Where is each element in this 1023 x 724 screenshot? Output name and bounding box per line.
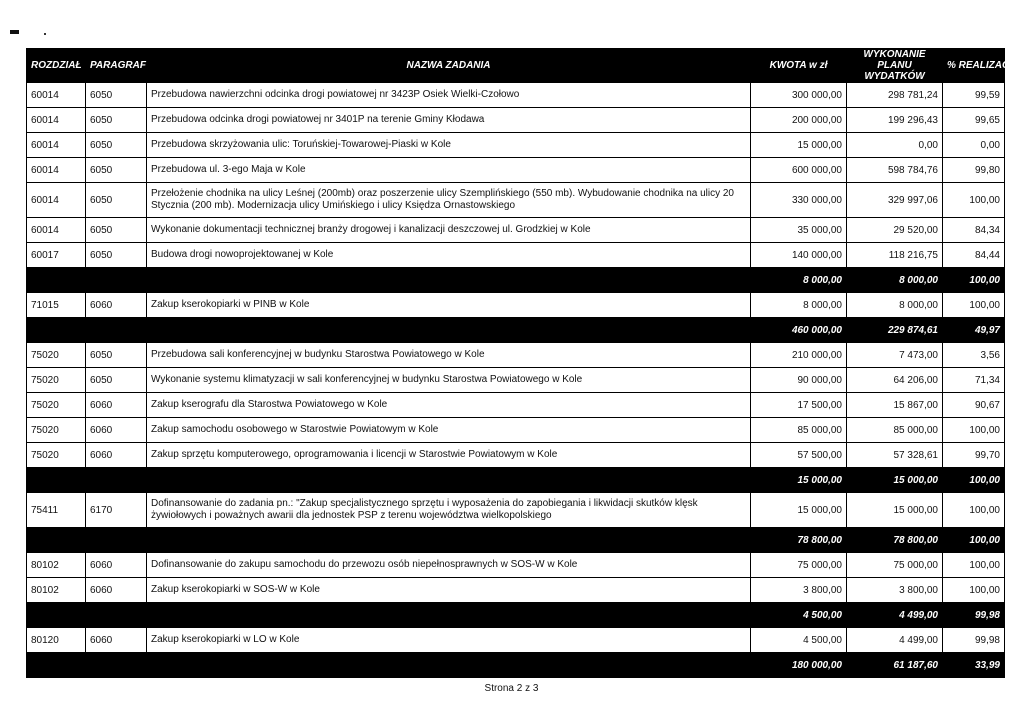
subtotal-kwota: 180 000,00 xyxy=(751,653,847,678)
subtotal-wykonanie: 78 800,00 xyxy=(847,528,943,553)
subtotal-wykonanie: 229 874,61 xyxy=(847,318,943,343)
cell-paragraf: 6060 xyxy=(86,293,147,318)
table-row xyxy=(27,418,1005,443)
cell-wykonanie: 15 867,00 xyxy=(847,393,943,418)
cell-kwota: 90 000,00 xyxy=(751,368,847,393)
cell-realizacja: 100,00 xyxy=(943,553,1005,578)
cell-wykonanie: 0,00 xyxy=(847,133,943,158)
cell-rozdzial: 60014 xyxy=(27,108,86,133)
cell-rozdzial: 80102 xyxy=(27,553,86,578)
header-kwota: KWOTA w zł xyxy=(751,49,847,83)
cell-wykonanie: 85 000,00 xyxy=(847,418,943,443)
cell-realizacja: 100,00 xyxy=(943,493,1005,528)
cell-nazwa: Przebudowa odcinka drogi powiatowej nr 3401P na terenie Gminy Kłodawa xyxy=(147,108,751,133)
cell-wykonanie: 199 296,43 xyxy=(847,108,943,133)
cell-realizacja: 3,56 xyxy=(943,343,1005,368)
table-row xyxy=(27,108,1005,133)
subtotal-spacer xyxy=(27,603,751,628)
cell-paragraf: 6050 xyxy=(86,368,147,393)
cell-wykonanie: 7 473,00 xyxy=(847,343,943,368)
cell-rozdzial: 60014 xyxy=(27,218,86,243)
subtotal-realizacja: 100,00 xyxy=(943,268,1005,293)
cell-kwota: 4 500,00 xyxy=(751,628,847,653)
cell-nazwa: Przebudowa nawierzchni odcinka drogi powiatowej nr 3423P Osiek Wielki-Czołowo xyxy=(147,83,751,108)
cell-realizacja: 99,59 xyxy=(943,83,1005,108)
subtotal-spacer xyxy=(27,653,751,678)
subtotal-row xyxy=(27,603,1005,628)
cell-rozdzial: 75020 xyxy=(27,443,86,468)
header-realizacja: % REALIZACJI xyxy=(943,49,1005,83)
cell-kwota: 8 000,00 xyxy=(751,293,847,318)
subtotal-kwota: 4 500,00 xyxy=(751,603,847,628)
cell-wykonanie: 8 000,00 xyxy=(847,293,943,318)
cell-wykonanie: 118 216,75 xyxy=(847,243,943,268)
cell-realizacja: 99,80 xyxy=(943,158,1005,183)
cell-nazwa: Zakup kserografu dla Starostwa Powiatowego w Kole xyxy=(147,393,751,418)
cell-wykonanie: 4 499,00 xyxy=(847,628,943,653)
table-row xyxy=(27,183,1005,218)
cell-wykonanie: 75 000,00 xyxy=(847,553,943,578)
cell-rozdzial: 60014 xyxy=(27,183,86,218)
table-row xyxy=(27,133,1005,158)
subtotal-spacer xyxy=(27,468,751,493)
cell-nazwa: Przebudowa skrzyżowania ulic: Toruńskiej-Towarowej-Piaski w Kole xyxy=(147,133,751,158)
cell-paragraf: 6060 xyxy=(86,578,147,603)
cell-realizacja: 99,65 xyxy=(943,108,1005,133)
cell-nazwa: Przebudowa sali konferencyjnej w budynku Starostwa Powiatowego w Kole xyxy=(147,343,751,368)
cell-kwota: 3 800,00 xyxy=(751,578,847,603)
table-row xyxy=(27,218,1005,243)
subtotal-kwota: 8 000,00 xyxy=(751,268,847,293)
table-row xyxy=(27,628,1005,653)
cell-paragraf: 6050 xyxy=(86,108,147,133)
cell-wykonanie: 329 997,06 xyxy=(847,183,943,218)
cell-nazwa: Zakup kserokopiarki w LO w Kole xyxy=(147,628,751,653)
cell-realizacja: 99,70 xyxy=(943,443,1005,468)
table-row xyxy=(27,343,1005,368)
header-wykonanie: WYKONANIE PLANU WYDATKÓW xyxy=(847,49,943,83)
cell-kwota: 75 000,00 xyxy=(751,553,847,578)
cell-paragraf: 6050 xyxy=(86,343,147,368)
cell-realizacja: 100,00 xyxy=(943,183,1005,218)
subtotal-spacer xyxy=(27,318,751,343)
cell-rozdzial: 80102 xyxy=(27,578,86,603)
cell-wykonanie: 29 520,00 xyxy=(847,218,943,243)
scan-mark xyxy=(10,30,19,34)
table-header-row xyxy=(27,49,1005,83)
cell-realizacja: 100,00 xyxy=(943,293,1005,318)
subtotal-realizacja: 100,00 xyxy=(943,468,1005,493)
table-body xyxy=(27,83,1005,678)
page-footer: Strona 2 z 3 xyxy=(484,683,539,694)
cell-realizacja: 0,00 xyxy=(943,133,1005,158)
subtotal-row xyxy=(27,528,1005,553)
cell-rozdzial: 75020 xyxy=(27,343,86,368)
cell-nazwa: Zakup kserokopiarki w SOS-W w Kole xyxy=(147,578,751,603)
subtotal-row xyxy=(27,318,1005,343)
cell-wykonanie: 3 800,00 xyxy=(847,578,943,603)
cell-realizacja: 71,34 xyxy=(943,368,1005,393)
cell-kwota: 600 000,00 xyxy=(751,158,847,183)
header-paragraf: PARAGRAF xyxy=(86,49,147,83)
subtotal-row xyxy=(27,653,1005,678)
subtotal-spacer xyxy=(27,268,751,293)
cell-rozdzial: 60017 xyxy=(27,243,86,268)
cell-nazwa: Dofinansowanie do zakupu samochodu do przewozu osób niepełnosprawnych w SOS-W w Kole xyxy=(147,553,751,578)
cell-paragraf: 6060 xyxy=(86,393,147,418)
cell-realizacja: 84,44 xyxy=(943,243,1005,268)
cell-kwota: 15 000,00 xyxy=(751,133,847,158)
cell-wykonanie: 298 781,24 xyxy=(847,83,943,108)
cell-kwota: 85 000,00 xyxy=(751,418,847,443)
cell-realizacja: 99,98 xyxy=(943,628,1005,653)
cell-nazwa: Zakup sprzętu komputerowego, oprogramowania i licencji w Starostwie Powiatowym w Kole xyxy=(147,443,751,468)
subtotal-kwota: 15 000,00 xyxy=(751,468,847,493)
cell-wykonanie: 15 000,00 xyxy=(847,493,943,528)
subtotal-wykonanie: 4 499,00 xyxy=(847,603,943,628)
cell-paragraf: 6170 xyxy=(86,493,147,528)
cell-paragraf: 6050 xyxy=(86,218,147,243)
subtotal-kwota: 460 000,00 xyxy=(751,318,847,343)
cell-wykonanie: 64 206,00 xyxy=(847,368,943,393)
table-row xyxy=(27,243,1005,268)
cell-paragraf: 6060 xyxy=(86,553,147,578)
subtotal-spacer xyxy=(27,528,751,553)
cell-paragraf: 6050 xyxy=(86,243,147,268)
header-nazwa: NAZWA ZADANIA xyxy=(147,49,751,83)
cell-nazwa: Przełożenie chodnika na ulicy Leśnej (200mb) oraz poszerzenie ulicy Szemplińskiego (550 mb). Wybudowanie chodnika na ulicy 20 Stycznia (200 mb). Modernizacja ulicy Umińskiego i ulicy Księdza Ornastowskiego xyxy=(147,183,751,218)
table-row xyxy=(27,158,1005,183)
cell-realizacja: 100,00 xyxy=(943,418,1005,443)
subtotal-realizacja: 100,00 xyxy=(943,528,1005,553)
cell-kwota: 330 000,00 xyxy=(751,183,847,218)
subtotal-row xyxy=(27,468,1005,493)
cell-paragraf: 6050 xyxy=(86,183,147,218)
cell-rozdzial: 75020 xyxy=(27,393,86,418)
cell-wykonanie: 57 328,61 xyxy=(847,443,943,468)
header-rozdzial: ROZDZIAŁ xyxy=(27,49,86,83)
cell-nazwa: Wykonanie systemu klimatyzacji w sali konferencyjnej w budynku Starostwa Powiatowego w Kole xyxy=(147,368,751,393)
subtotal-realizacja: 33,99 xyxy=(943,653,1005,678)
cell-rozdzial: 60014 xyxy=(27,133,86,158)
table-row xyxy=(27,368,1005,393)
subtotal-wykonanie: 8 000,00 xyxy=(847,268,943,293)
table-row xyxy=(27,553,1005,578)
subtotal-realizacja: 49,97 xyxy=(943,318,1005,343)
cell-rozdzial: 71015 xyxy=(27,293,86,318)
cell-kwota: 17 500,00 xyxy=(751,393,847,418)
cell-paragraf: 6060 xyxy=(86,443,147,468)
cell-wykonanie: 598 784,76 xyxy=(847,158,943,183)
cell-kwota: 57 500,00 xyxy=(751,443,847,468)
cell-kwota: 300 000,00 xyxy=(751,83,847,108)
cell-kwota: 15 000,00 xyxy=(751,493,847,528)
cell-rozdzial: 75020 xyxy=(27,418,86,443)
cell-realizacja: 90,67 xyxy=(943,393,1005,418)
subtotal-wykonanie: 15 000,00 xyxy=(847,468,943,493)
cell-realizacja: 100,00 xyxy=(943,578,1005,603)
cell-kwota: 35 000,00 xyxy=(751,218,847,243)
cell-realizacja: 84,34 xyxy=(943,218,1005,243)
cell-nazwa: Wykonanie dokumentacji technicznej branży drogowej i kanalizacji deszczowej ul. Grodzkiej w Kole xyxy=(147,218,751,243)
scan-dot xyxy=(44,33,46,35)
table-row xyxy=(27,393,1005,418)
cell-nazwa: Zakup kserokopiarki w PINB w Kole xyxy=(147,293,751,318)
subtotal-kwota: 78 800,00 xyxy=(751,528,847,553)
table-row xyxy=(27,578,1005,603)
cell-nazwa: Przebudowa ul. 3-ego Maja w Kole xyxy=(147,158,751,183)
cell-kwota: 210 000,00 xyxy=(751,343,847,368)
subtotal-wykonanie: 61 187,60 xyxy=(847,653,943,678)
cell-rozdzial: 75411 xyxy=(27,493,86,528)
table-row xyxy=(27,443,1005,468)
table-row xyxy=(27,83,1005,108)
cell-nazwa: Budowa drogi nowoprojektowanej w Kole xyxy=(147,243,751,268)
subtotal-row xyxy=(27,268,1005,293)
expenditure-table xyxy=(26,48,1018,678)
cell-paragraf: 6060 xyxy=(86,418,147,443)
cell-nazwa: Zakup samochodu osobowego w Starostwie Powiatowym w Kole xyxy=(147,418,751,443)
cell-rozdzial: 60014 xyxy=(27,158,86,183)
cell-kwota: 140 000,00 xyxy=(751,243,847,268)
cell-paragraf: 6050 xyxy=(86,83,147,108)
cell-rozdzial: 80120 xyxy=(27,628,86,653)
cell-paragraf: 6060 xyxy=(86,628,147,653)
cell-kwota: 200 000,00 xyxy=(751,108,847,133)
cell-rozdzial: 75020 xyxy=(27,368,86,393)
subtotal-realizacja: 99,98 xyxy=(943,603,1005,628)
cell-rozdzial: 60014 xyxy=(27,83,86,108)
table-row xyxy=(27,293,1005,318)
cell-nazwa: Dofinansowanie do zadania pn.: "Zakup specjalistycznego sprzętu i wyposażenia do zapobiegania i likwidacji skutków klęsk żywiołowych i poważnych awarii dla jednostek PSP z terenu województwa wielkopolskiego xyxy=(147,493,751,528)
cell-paragraf: 6050 xyxy=(86,158,147,183)
cell-paragraf: 6050 xyxy=(86,133,147,158)
table-row xyxy=(27,493,1005,528)
